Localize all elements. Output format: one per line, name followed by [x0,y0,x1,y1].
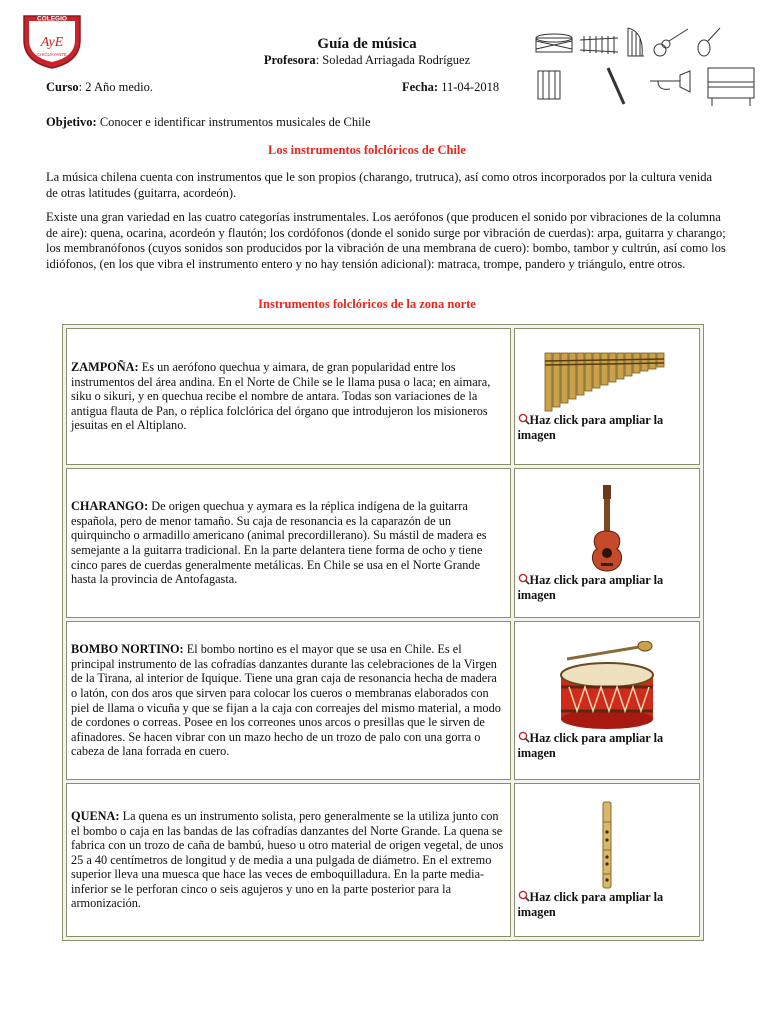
section-title-instruments-chile: Los instrumentos folclóricos de Chile [268,143,466,157]
instruments-header-illustration [532,26,760,112]
teacher-name: : Soledad Arriagada Rodríguez [315,53,471,67]
zoom-link[interactable] [518,573,664,602]
objective-label: Objetivo: [46,115,97,129]
instrument-image-cell[interactable] [514,468,701,618]
instrument-image-cell[interactable] [514,328,701,465]
instrument-name: QUENA: [71,808,120,823]
course-label: Curso [46,80,79,94]
charango-image[interactable] [577,483,637,573]
instrument-description-cell [66,783,511,937]
instrument-description: De origen quechua y aymara es la réplica indígena de la guitarra española, pero de menor tamaño. Su caja de resonancia es la caparazón de un quirquincho o armadillo americano (animal precordillerano). Su mástil de madera es semejante a la guitarra tradicional. En la parte delantera tiene forma de ocho y tiene cinco pares de cuerdas generalmente metálicas. En Chile se usa en el Norte Grande hasta la provincia de Antofagasta. [71,499,487,587]
magnifier-icon [518,573,530,585]
instrument-row-zampona [66,328,700,465]
categories-paragraph: Existe una gran variedad en las cuatro categorías instrumentales. Los aerófonos (que producen el sonido por vibraciones de la columna de aire): quena, ocarina, acordeón y flautón; los cordófonos (donde el sonido surge por vibración de cuerdas): arpa, guitarra y charango; los membranófonos (cuyos sonidos son producidos por la vibración de una membrana de cuero): bombo, tambor y cultrún, así como los idiófonos, (en los que vibra el instrumento entero y no hay tensión adicional): matraca, trompe, pandero y triángulo, entre otros. [46,210,726,271]
objective-value: Conocer e identificar instrumentos musicales de Chile [96,115,371,129]
instrument-description-cell [66,328,511,465]
section-title-zona-norte: Instrumentos folclóricos de la zona norte [258,297,476,311]
zoom-link[interactable] [518,731,664,760]
logo-text-mid: AyE [40,35,64,50]
magnifier-icon [518,731,530,743]
date-line [402,80,499,95]
teacher-label: Profesora [263,53,316,67]
date-value: 11-04-2018 [438,80,500,94]
instrument-row-charango [66,468,700,618]
intro-paragraph: La música chilena cuenta con instrumentos que le son propios (charango, trutruca), así como otros incorporados por la cultura venida de otras latitudes (guitarra, acordeón). [46,170,713,200]
instrument-row-quena [66,783,700,937]
bombo-image[interactable] [547,641,667,731]
instrument-name: BOMBO NORTINO: [71,642,184,657]
instrument-description-cell [66,621,511,780]
instrument-description: Es un aerófono quechua y aimara, de gran popularidad entre los instrumentos del área andina. En el Norte de Chile se le llama pusa o laca; en aimara, siku o sikuri, y en quechua recibe el nombre de antara. Todas son variaciones de la antigua flauta de Pan, o réplica folclórica del órgano que introdujeron los misioneros jesuitas en el Altiplano. [71,360,491,433]
instrument-name: CHARANGO: [71,499,149,514]
zoom-link-text[interactable]: Haz click para ampliar la imagen [517,573,664,602]
instrument-image-cell[interactable] [514,783,701,937]
magnifier-icon [518,413,530,425]
logo-text-bottom: CHIGUAYANTE [37,52,67,57]
zoom-link-text[interactable]: Haz click para ampliar la imagen [517,890,664,919]
instrument-image-cell[interactable] [514,621,701,780]
objective-line [46,115,526,130]
instrument-description: La quena es un instrumento solista, pero generalmente se la utiliza junto con el bombo o caja en las bandas de las cofradías danzantes del Norte Grande. La quena se fabrica con un trozo de caña de bambú, hueso u otro material de origen vegetal, de unos 25 a 40 centímetros de longitud y de media a una pulgada de diámetro. En el extremo superior lleva una muesca que hace las veces de emboquilladura. En la parte media-inferior se le perforan cinco o seis agujeros y uno en la parte posterior para la armonización. [71,808,504,911]
instrument-description-cell [66,468,511,618]
logo-text-top: COLEGIO [37,15,67,23]
page-title: Guía de música [317,36,417,52]
instrument-name: ZAMPOÑA: [71,360,139,375]
course-line [46,80,153,95]
quena-image[interactable] [592,800,622,890]
course-value: : 2 Año medio. [78,80,153,94]
instrument-row-bombo-nortino [66,621,700,780]
zoom-link-text[interactable]: Haz click para ampliar la imagen [517,730,664,760]
zoom-link[interactable] [518,890,664,919]
zoom-link-text[interactable]: Haz click para ampliar la imagen [517,412,664,442]
magnifier-icon [518,890,530,902]
instruments-table [62,324,704,941]
zoom-link[interactable] [518,413,664,442]
instrument-description: El bombo nortino es el mayor que se usa en Chile. Es el principal instrumento de las cofradías danzantes durante las celebraciones de la Virgen de la Tirana, al interior de Iquique. Tiene una gran caja de resonancia hecha de madera o latón, con dos aros que sirven para colocar los cueros o membranas elaborados con piel de llama o vicuña y que se fijan a la caja con correajes del mismo material, a modo de cordones o correas. Posee en los correones unos arcos o presillas que le sirven de afinadores. Se hacen vibrar con un mazo hecho de un trozo de palo con una gorra o cabeza de lana forrada en cuero. [71,642,501,759]
zampona-image[interactable] [543,351,671,413]
date-label: Fecha: [402,80,439,94]
